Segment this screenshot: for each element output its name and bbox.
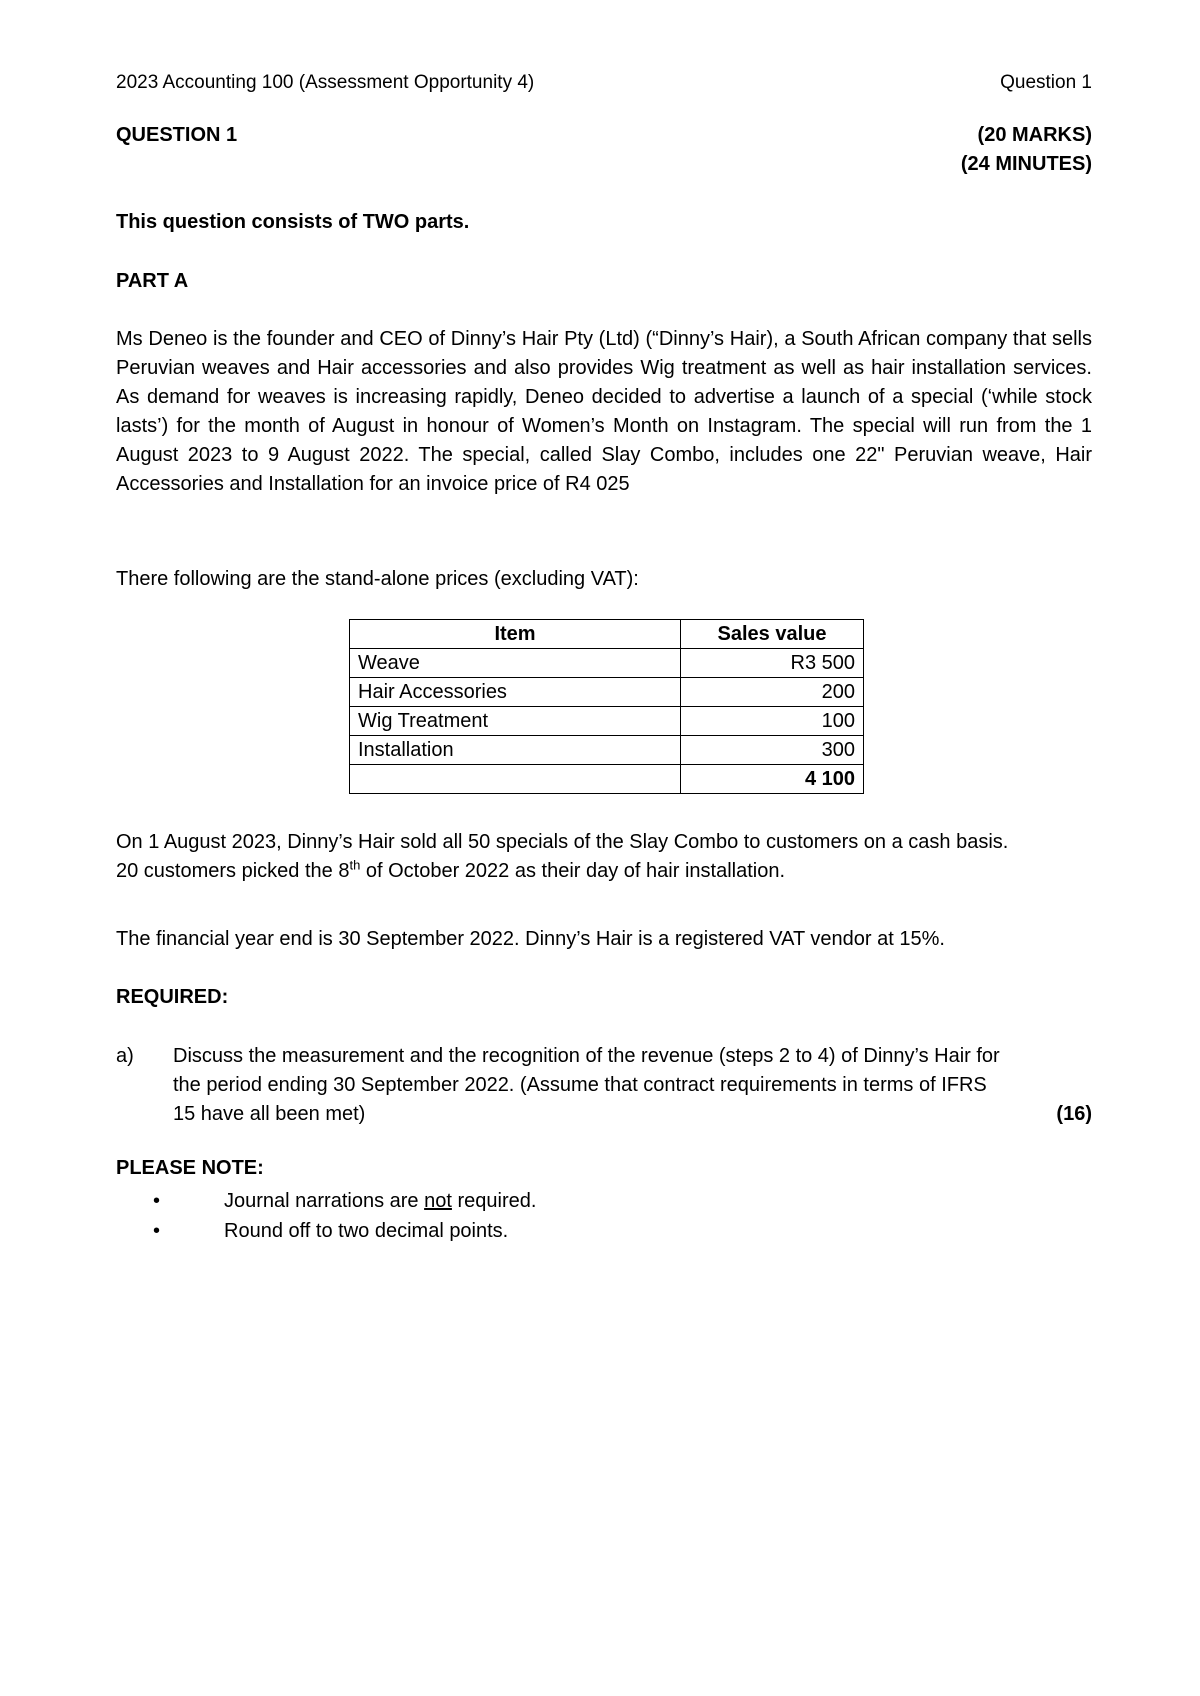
question-consists: This question consists of TWO parts.: [116, 211, 470, 233]
row-item: Installation: [350, 736, 681, 765]
note-text-part: Journal narrations are: [224, 1190, 425, 1212]
header-question: Question 1: [1000, 72, 1092, 93]
year-end-paragraph: The financial year end is 30 September 2022. Dinny’s Hair is a registered VAT vendor at 15%.: [116, 928, 945, 950]
note-text: Round off to two decimal points.: [224, 1220, 509, 1242]
list-item: [116, 1216, 1016, 1246]
note-text-part: required.: [451, 1190, 537, 1212]
sales-line-1: On 1 August 2023, Dinny’s Hair sold all 50 specials of the Slay Combo to customers on a cash basis.: [116, 831, 1009, 853]
table-row: [350, 707, 864, 736]
header-item: Item: [350, 620, 681, 649]
table-row: [350, 736, 864, 765]
table-total-row: [350, 765, 864, 794]
question-title-row: [116, 124, 1092, 147]
prices-table: [349, 619, 864, 794]
row-value: 300: [681, 736, 864, 765]
question-title: QUESTION 1: [116, 124, 238, 146]
note-list: [116, 1186, 1016, 1246]
ordinal-suffix: th: [349, 857, 361, 873]
question-minutes: (24 MINUTES): [960, 153, 1092, 175]
row-item: Wig Treatment: [350, 707, 681, 736]
question-marks: (20 MARKS): [977, 124, 1092, 146]
page-header: [116, 72, 1092, 94]
note-emphasis: not: [424, 1190, 452, 1212]
bullet-icon: •: [153, 1220, 161, 1242]
note-heading: PLEASE NOTE:: [116, 1157, 264, 1179]
row-item: Hair Accessories: [350, 678, 681, 707]
row-value: 100: [681, 707, 864, 736]
table-row: [350, 649, 864, 678]
row-value: R3 500: [681, 649, 864, 678]
document-page: [116, 0, 1092, 1696]
table-header-row: [350, 620, 864, 649]
part-heading: PART A: [116, 270, 189, 292]
bullet-icon: •: [153, 1190, 161, 1212]
required-item-marks: (16): [1056, 1103, 1092, 1125]
required-heading: REQUIRED:: [116, 986, 229, 1008]
required-item-label: a): [116, 1045, 134, 1067]
sales-line-2-pre: 20 customers picked the 8: [116, 860, 350, 882]
list-item: [116, 1186, 1016, 1216]
prices-intro: There following are the stand-alone prices (excluding VAT):: [116, 568, 639, 590]
sales-paragraph: [116, 828, 1092, 886]
sales-line-2-post: of October 2022 as their day of hair installation.: [360, 860, 785, 882]
scenario-paragraph: Ms Deneo is the founder and CEO of Dinny’s Hair Pty (Ltd) (“Dinny’s Hair), a South African company that sells Peruvian weaves and Hair accessories and also provides Wig treatment as well as hair installation services. As demand for weaves is increasing rapidly, Deneo decided to advertise a launch of a special (‘while stock lasts’) for the month of August in honour of Women’s Month on Instagram. The special will run from the 1 August 2023 to 9 August 2022. The special, called Slay Combo, includes one 22" Peruvian weave, Hair Accessories and Installation for an invoice price of R4 025: [116, 328, 1092, 495]
total-label-cell: [350, 765, 681, 794]
table-row: [350, 678, 864, 707]
header-course: 2023 Accounting 100 (Assessment Opportunity 4): [116, 72, 535, 93]
row-item: Weave: [350, 649, 681, 678]
row-value: 200: [681, 678, 864, 707]
header-sales-value: Sales value: [681, 620, 864, 649]
required-item-text: Discuss the measurement and the recognition of the revenue (steps 2 to 4) of Dinny’s Hair for the period ending 30 September 2022. (Assume that contract requirements in terms of IFRS 15 have all been met): [173, 1045, 1000, 1125]
total-value: 4 100: [681, 765, 864, 794]
note-text: [224, 1186, 536, 1216]
